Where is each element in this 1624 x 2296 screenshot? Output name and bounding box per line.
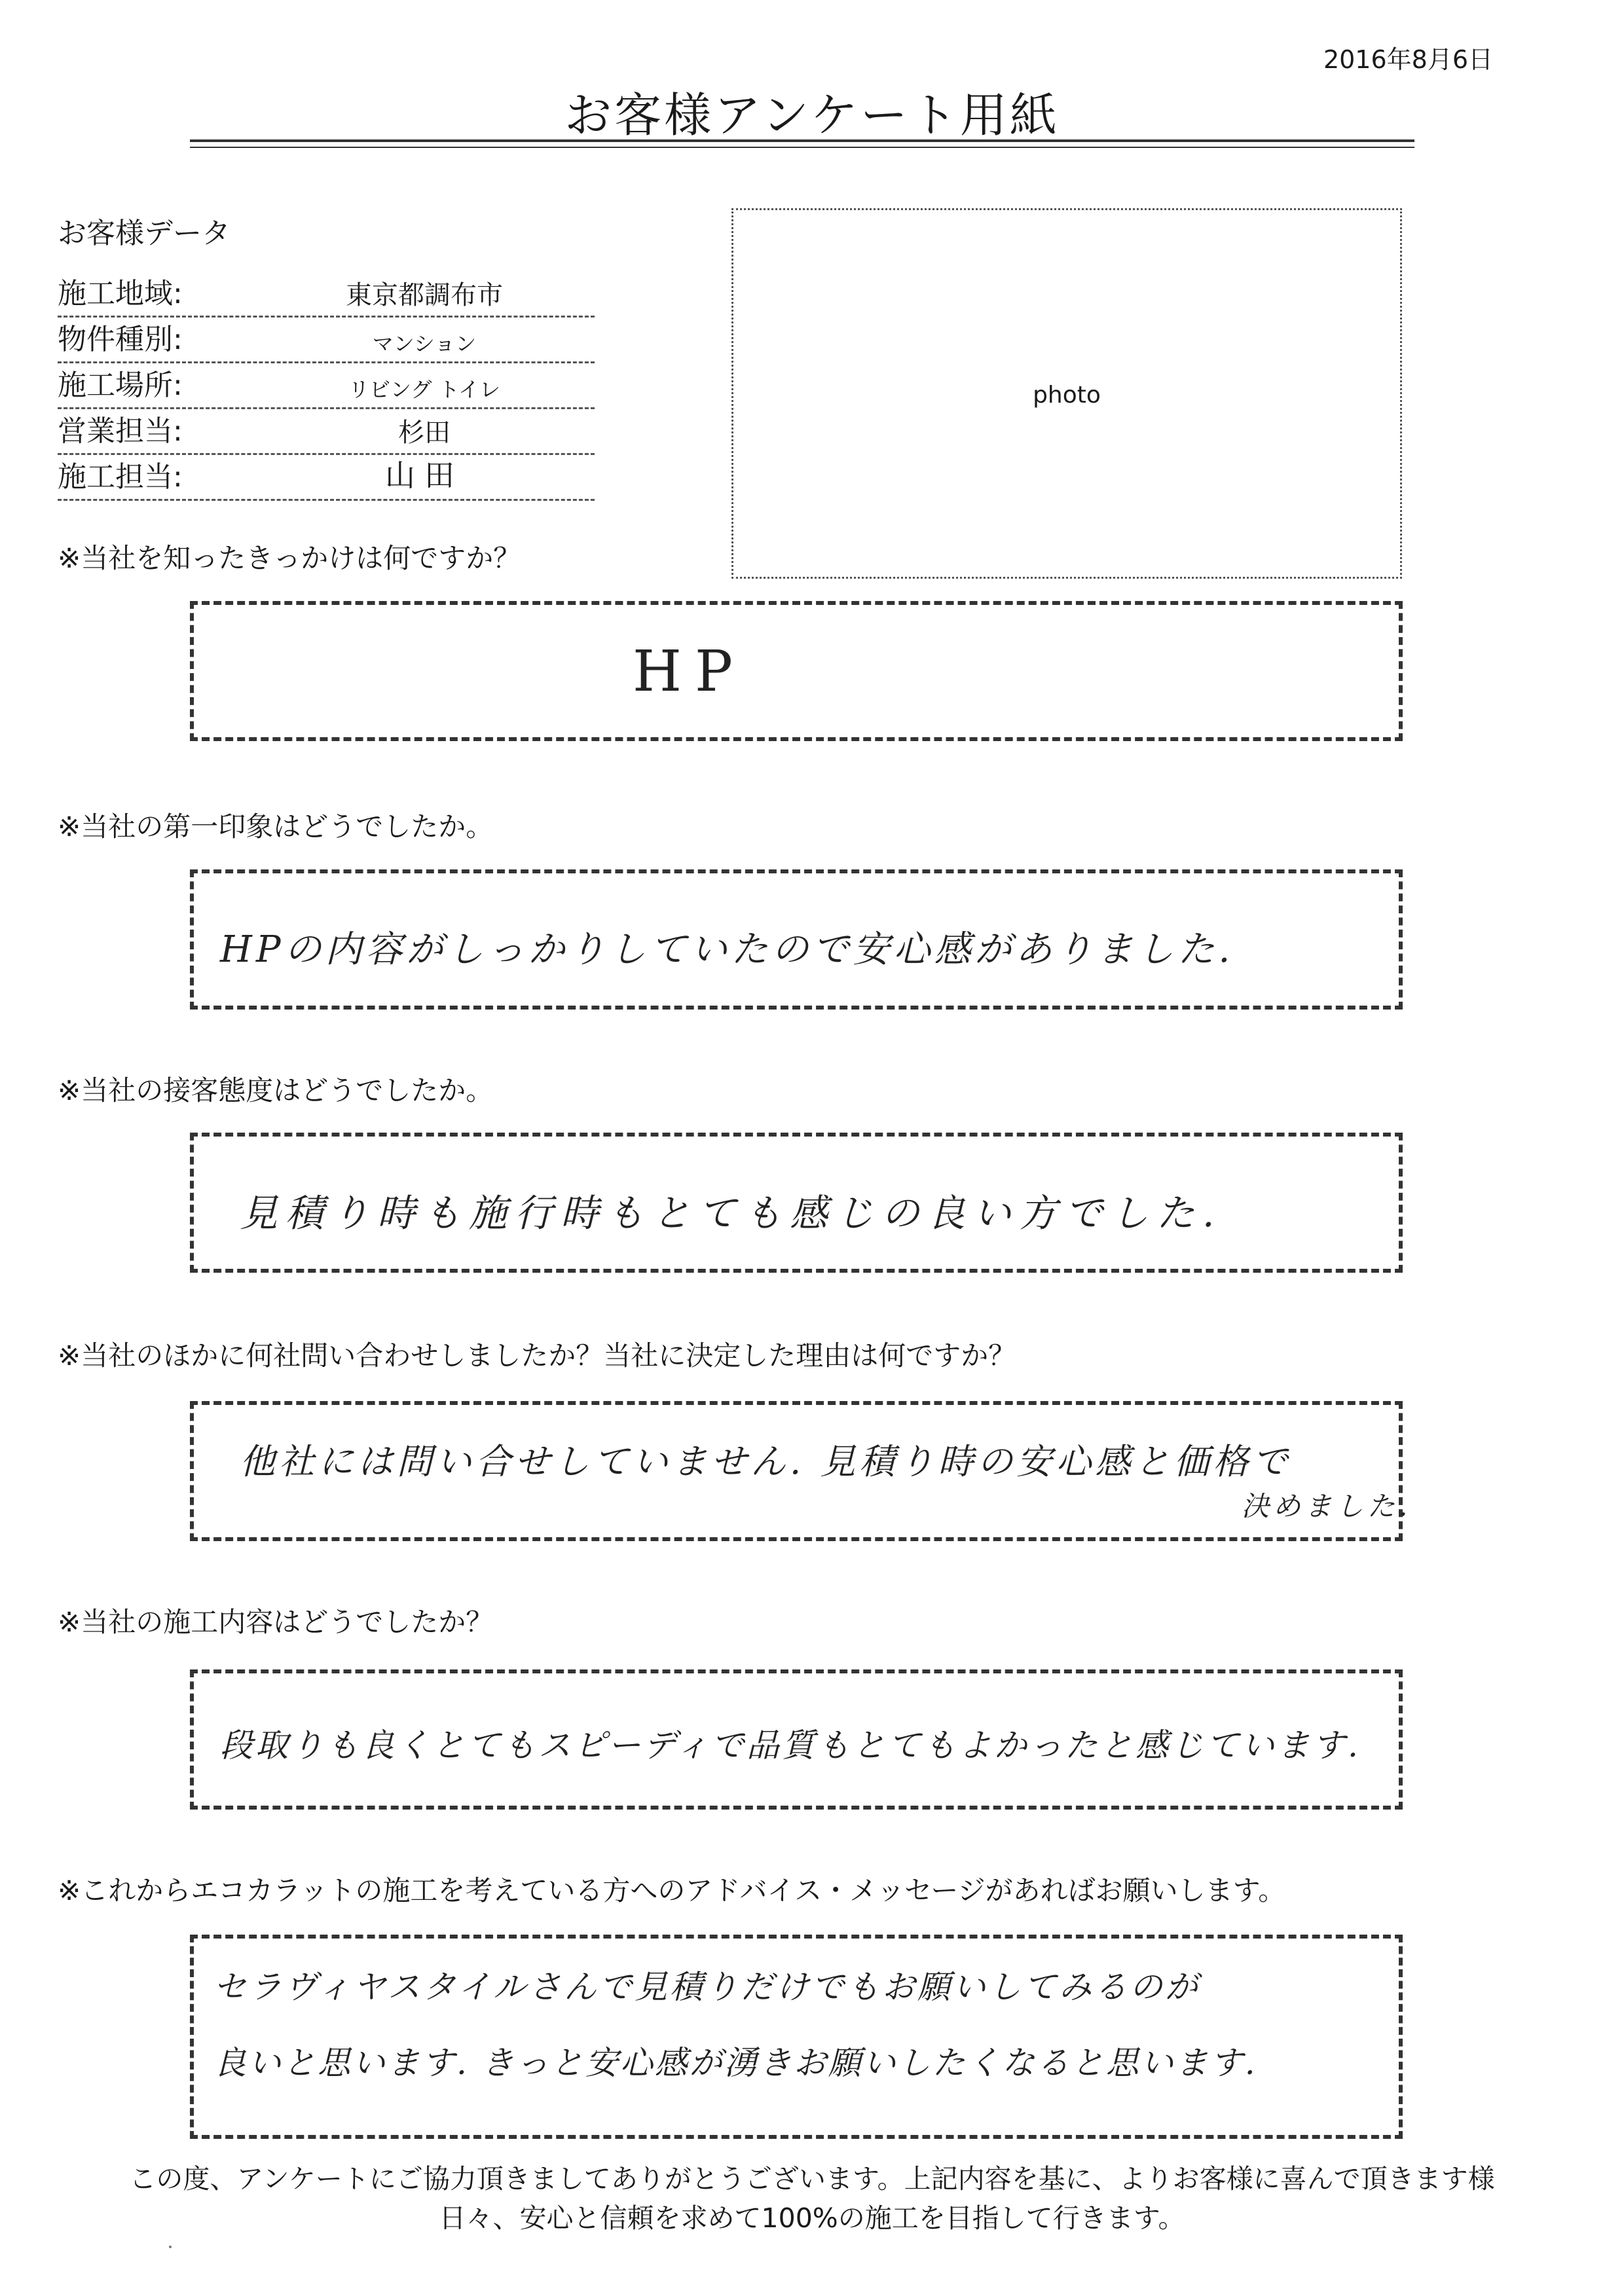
title-underline-thin bbox=[190, 147, 1414, 148]
data-value: 杉田 bbox=[398, 418, 451, 448]
photo-label: photo bbox=[1033, 382, 1101, 409]
answer-6-line-1: セラヴィヤスタイルさんで見積りだけでもお願いしてみるのが bbox=[213, 1968, 1200, 2006]
data-label: 物件種別: bbox=[58, 323, 183, 356]
data-label: 営業担当: bbox=[58, 414, 183, 448]
data-label: 施工地域: bbox=[58, 277, 183, 310]
question-5: ※当社の施工内容はどうでしたか？ bbox=[58, 1606, 494, 1638]
answer-5: 段取りも良くとてもスピーディで品質もとてもよかったと感じています. bbox=[220, 1726, 1361, 1764]
answer-box-2 bbox=[190, 869, 1403, 1010]
answer-4-line-1: 他社には問い合せしていません. 見積り時の安心感と価格で bbox=[240, 1441, 1292, 1482]
footer-line-2: 日々、安心と信頼を求めて100%の施工を目指して行きます。 bbox=[439, 2202, 1185, 2234]
data-value: 山田 bbox=[385, 458, 464, 493]
answer-box-6 bbox=[190, 1935, 1403, 2139]
data-value: 東京都調布市 bbox=[346, 280, 503, 310]
answer-3: 見積り時も施行時もとても感じの良い方でした. bbox=[240, 1191, 1223, 1235]
answer-box-5 bbox=[190, 1669, 1403, 1810]
answer-box-4 bbox=[190, 1401, 1412, 1541]
title-underline bbox=[190, 139, 1414, 142]
answer-2: HPの内容がしっかりしていたので安心感がありました. bbox=[220, 928, 1234, 971]
question-3: ※当社の接客態度はどうでしたか。 bbox=[58, 1074, 494, 1106]
answer-6-line-2: 良いと思います. きっと安心感が湧きお願いしたくなると思います. bbox=[213, 2044, 1257, 2082]
data-value: リビング トイレ bbox=[348, 377, 500, 402]
data-row-installer bbox=[58, 453, 595, 501]
data-row-area bbox=[58, 270, 595, 318]
data-row-sales-rep bbox=[58, 407, 595, 455]
customer-data-heading: お客様データ bbox=[58, 217, 231, 250]
question-1: ※当社を知ったきっかけは何ですか？ bbox=[58, 542, 521, 574]
answer-box-1 bbox=[190, 601, 1403, 741]
answer-box-3 bbox=[190, 1133, 1403, 1273]
page-title: お客様アンケート用紙 bbox=[564, 88, 1060, 143]
question-2: ※当社の第一印象はどうでしたか。 bbox=[58, 811, 494, 843]
photo-placeholder bbox=[731, 208, 1402, 579]
data-label: 施工担当: bbox=[58, 460, 183, 494]
question-4: ※当社のほかに何社問い合わせしましたか？当社に決定した理由は何ですか？ bbox=[58, 1339, 1016, 1372]
survey-date: 2016年8月6日 bbox=[1323, 45, 1493, 74]
question-6: ※これからエコカラットの施工を考えている方へのアドバイス・メッセージがあればお願いします。 bbox=[58, 1874, 1286, 1906]
answer-1: HP bbox=[633, 639, 746, 704]
data-value: マンション bbox=[372, 331, 477, 356]
scan-speck bbox=[169, 2246, 172, 2248]
answer-4-line-2: 決めました. bbox=[1242, 1490, 1412, 1522]
data-row-property-type bbox=[58, 316, 595, 363]
data-label: 施工場所: bbox=[58, 369, 183, 402]
data-row-location bbox=[58, 361, 595, 409]
footer-line-1: この度、アンケートにご協力頂きましてありがとうございます。上記内容を基に、よりお客様に喜んで頂きます様 bbox=[129, 2163, 1495, 2195]
